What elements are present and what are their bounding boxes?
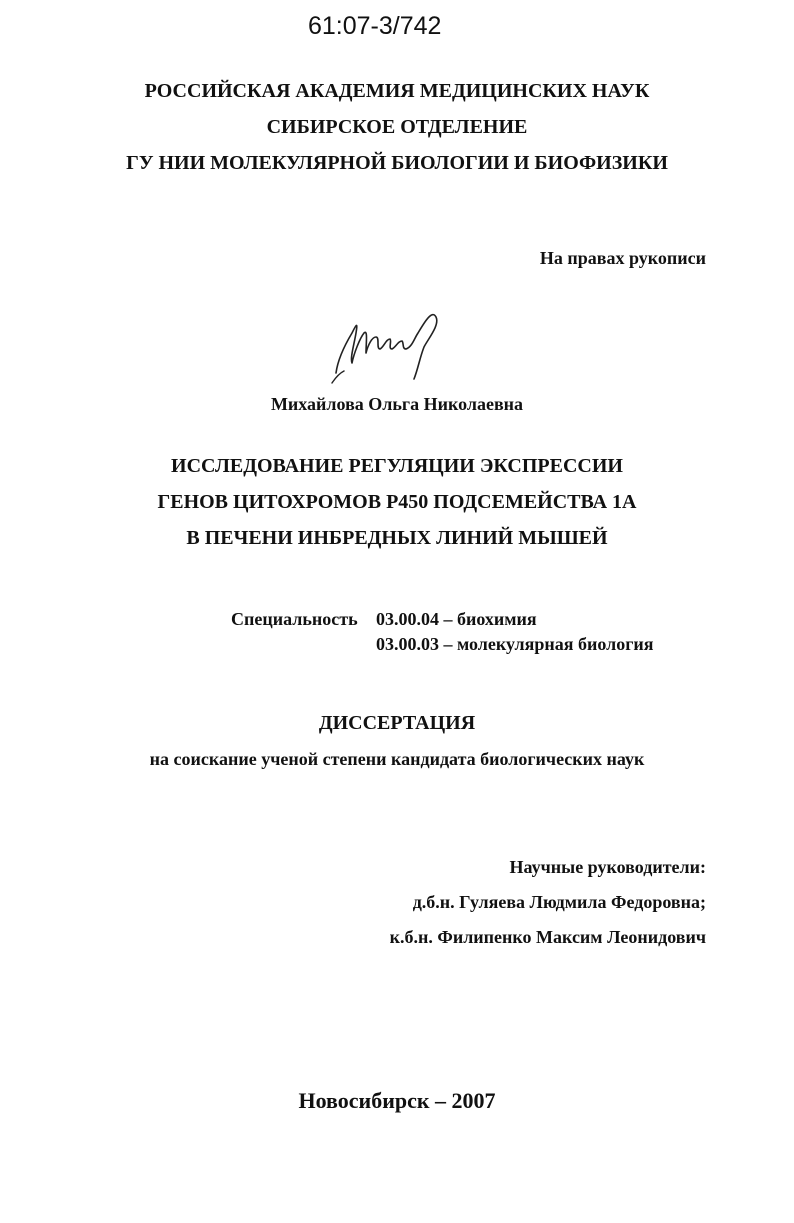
supervisor-2: к.б.н. Филипенко Максим Леонидович: [389, 927, 706, 947]
author-signature: [328, 303, 448, 389]
rights-note: На правах рукописи: [539, 248, 706, 268]
degree-statement: на соискание ученой степени кандидата биологических наук: [149, 749, 645, 769]
institution-line-3: ГУ НИИ МОЛЕКУЛЯРНОЙ БИОЛОГИИ И БИОФИЗИКИ: [126, 152, 668, 174]
title-line-1: ИССЛЕДОВАНИЕ РЕГУЛЯЦИИ ЭКСПРЕССИИ: [171, 455, 623, 477]
supervisors-heading: Научные руководители:: [509, 857, 706, 877]
supervisor-1: д.б.н. Гуляева Людмила Федоровна;: [412, 892, 706, 912]
specialty-label: Специальность: [231, 609, 358, 629]
city-year: Новосибирск – 2007: [298, 1088, 496, 1113]
institution-line-1: РОССИЙСКАЯ АКАДЕМИЯ МЕДИЦИНСКИХ НАУК: [144, 80, 650, 102]
title-line-2: ГЕНОВ ЦИТОХРОМОВ Р450 ПОДСЕМЕЙСТВА 1А: [157, 491, 637, 513]
author-name: Михайлова Ольга Николаевна: [270, 394, 524, 414]
archive-code: 61:07-3/742: [308, 12, 442, 40]
title-line-3: В ПЕЧЕНИ ИНБРЕДНЫХ ЛИНИЙ МЫШЕЙ: [186, 527, 608, 549]
specialty-code-2: 03.00.03 – молекулярная биология: [376, 634, 654, 654]
institution-line-2: СИБИРСКОЕ ОТДЕЛЕНИЕ: [266, 116, 528, 138]
document-type: ДИССЕРТАЦИЯ: [318, 712, 476, 734]
specialty-code-1: 03.00.04 – биохимия: [376, 609, 537, 629]
